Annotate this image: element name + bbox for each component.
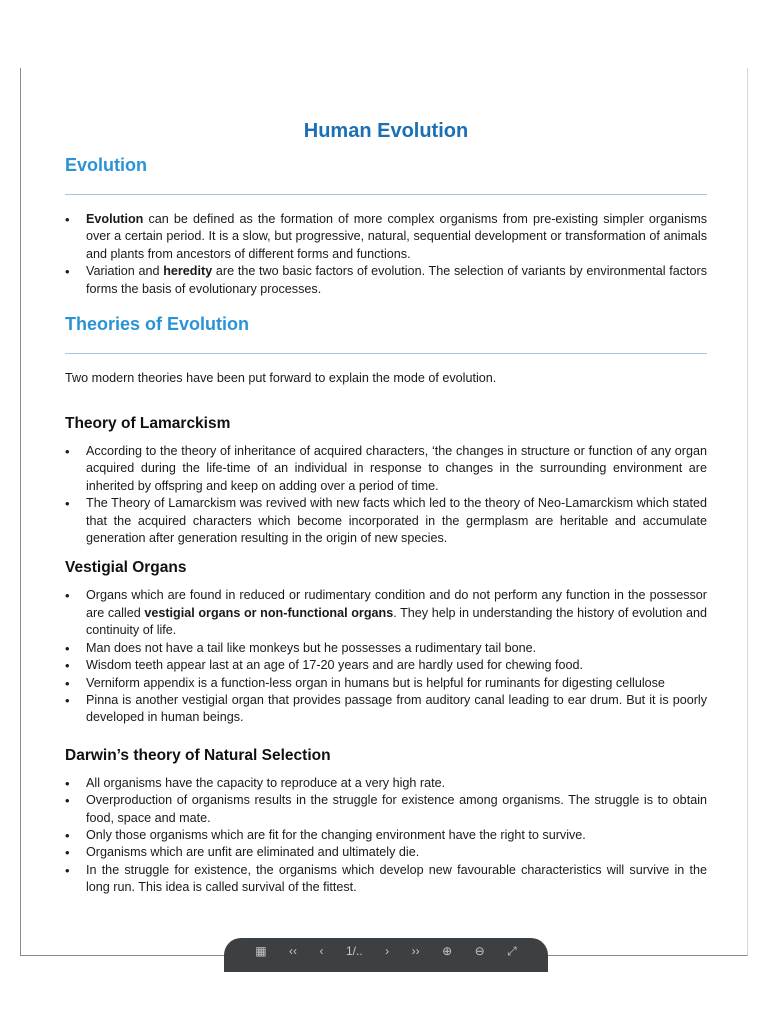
bold-term: heredity [163, 264, 213, 279]
section-divider [65, 194, 707, 195]
subheading-vestigial: Vestigial Organs [65, 559, 187, 577]
bold-term: vestigial organs or non-functional organs [144, 605, 394, 620]
bullet-text: . They help in understanding the history of evolution and continuity of life. [86, 605, 707, 638]
bold-term: Evolution [86, 212, 144, 226]
list-item: • Verniform appendix is a function-less organ in humans but is helpful for ruminants for digesting cellulose [65, 675, 707, 692]
grid-view-icon[interactable]: ▦ [255, 944, 267, 958]
list-item [65, 587, 707, 639]
bullet-text: are the two basic factors of evolution. The selection of variants by environmental factors forms the basis of evolutionary processes. [86, 264, 707, 296]
zoom-out-icon[interactable]: ⊖ [474, 944, 485, 958]
subheading-darwin: Darwin’s theory of Natural Selection [65, 746, 331, 764]
list-item [65, 211, 707, 263]
section-heading-theories: Theories of Evolution [65, 314, 250, 335]
darwin-list [65, 775, 707, 897]
list-item: • Overproduction of organisms results in the struggle for existence among organisms. The struggle is to obtain food, space and mate. [65, 792, 707, 827]
list-item: • Only those organisms which are fit for the changing environment have the right to survive. [65, 827, 707, 844]
section-divider [65, 353, 707, 354]
vestigial-list [65, 587, 707, 726]
list-item: • Man does not have a tail like monkeys but he possesses a rudimentary tail bone. [65, 640, 707, 657]
list-item: • All organisms have the capacity to reproduce at a very high rate. [65, 775, 707, 792]
next-page-icon[interactable]: › [385, 944, 390, 958]
bullet-text: Organs which are found in reduced or rudimentary condition and do not perform any function in the possessor are called [86, 588, 707, 620]
document-content [65, 120, 707, 897]
list-item: • Wisdom teeth appear last at an age of 17-20 years and are hardly used for chewing food. [65, 657, 707, 674]
list-item: • Pinna is another vestigial organ that provides passage from auditory canal leading to ear drum. But it is poorly developed in human beings. [65, 692, 707, 727]
zoom-in-icon[interactable]: ⊕ [442, 944, 453, 958]
section-heading-evolution: Evolution [65, 155, 147, 175]
bullet-text: Variation and [86, 264, 164, 279]
section-theories [65, 314, 707, 387]
first-page-icon[interactable]: ‹‹ [289, 944, 298, 958]
subheading-lamarckism: Theory of Lamarckism [65, 415, 231, 433]
list-item: • According to the theory of inheritance of acquired characters, ‘the changes in structure or function of any organ acquired during the life-time of an individual in response to changes in the surrounding environment are inherited by offspring and keep on adding over a period of time. [65, 443, 707, 495]
lamarckism-list [65, 443, 707, 547]
last-page-icon[interactable]: ›› [411, 944, 420, 958]
fullscreen-icon[interactable]: ⤢ [507, 944, 517, 958]
viewer-toolbar [224, 938, 548, 972]
section-vestigial [65, 559, 707, 726]
list-item [65, 263, 707, 298]
page-indicator: 1/.. [345, 944, 363, 958]
theories-intro: Two modern theories have been put forward to explain the mode of evolution. [65, 371, 497, 386]
list-item: • In the struggle for existence, the organisms which develop new favourable characteristics will survive in the long run. This idea is called survival of the fittest. [65, 862, 707, 897]
page-title: Human Evolution [303, 120, 469, 142]
bullet-text: can be defined as the formation of more complex organisms from pre-existing simpler organisms over a certain period. It is a slow, but progressive, natural, sequential development or transformation of animals and plants from ancestors of different forms and functions. [86, 212, 707, 261]
document-page [20, 68, 748, 956]
list-item: • The Theory of Lamarckism was revived with new facts which led to the theory of Neo-Lamarckism which stated that the acquired characters which become incorporated in the germplasm are heritable and accumulate generation after generation resulting in the origin of new species. [65, 495, 707, 547]
previous-page-icon[interactable]: ‹ [319, 944, 324, 958]
section-evolution [65, 155, 707, 298]
list-item: • Organisms which are unfit are eliminated and ultimately die. [65, 844, 707, 861]
section-darwin [65, 747, 707, 897]
section-lamarckism [65, 415, 707, 547]
evolution-list [65, 211, 707, 298]
